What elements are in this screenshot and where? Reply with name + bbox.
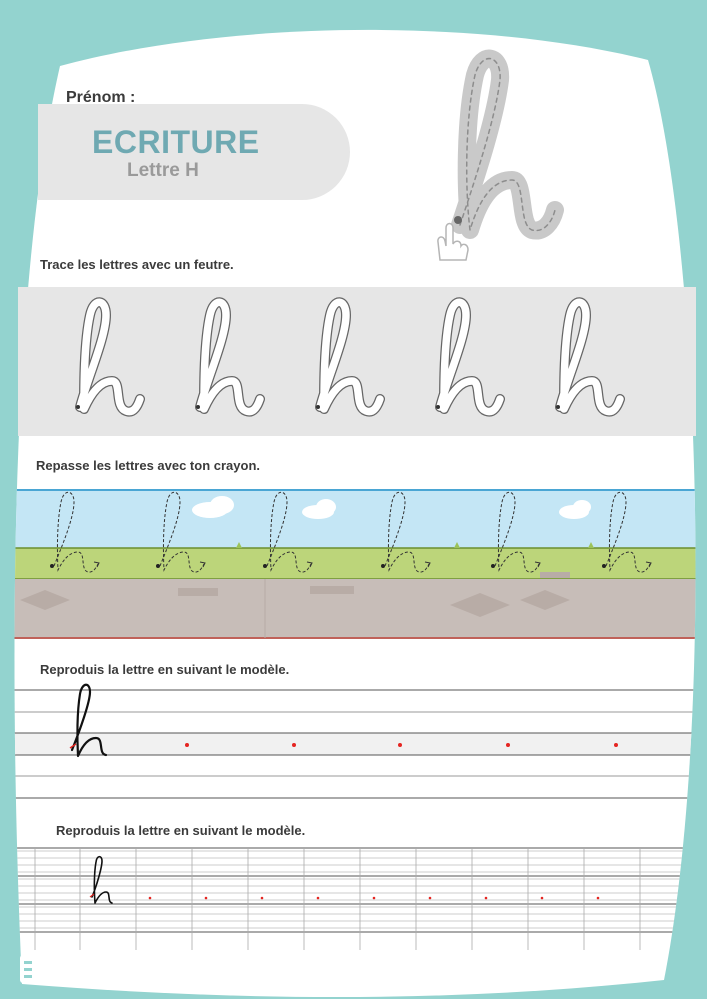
prenom-label: Prénom : [66, 89, 136, 106]
copy-row-1 [10, 680, 696, 770]
instruction-reproduis-2: Reproduis la lettre en suivant le modèle. [56, 823, 306, 838]
logo-line1: mon [37, 958, 61, 970]
instruction-trace: Trace les lettres avec un feutre. [40, 257, 234, 272]
instruction-reproduis-1: Reproduis la lettre en suivant le modèle. [40, 662, 290, 677]
trace-letters-row [18, 287, 696, 436]
page-subtitle: Lettre H [127, 160, 199, 181]
dashed-letters-row [10, 486, 696, 586]
page-title: ECRITURE [92, 124, 260, 160]
logo-line2: ecole [37, 970, 71, 985]
model-letter-h [420, 30, 590, 270]
monecole-logo [20, 953, 100, 987]
copy-row-2 [10, 845, 696, 915]
logo-suffix: .fr [75, 975, 83, 984]
instruction-repasse: Repasse les lettres avec ton crayon. [36, 458, 261, 473]
